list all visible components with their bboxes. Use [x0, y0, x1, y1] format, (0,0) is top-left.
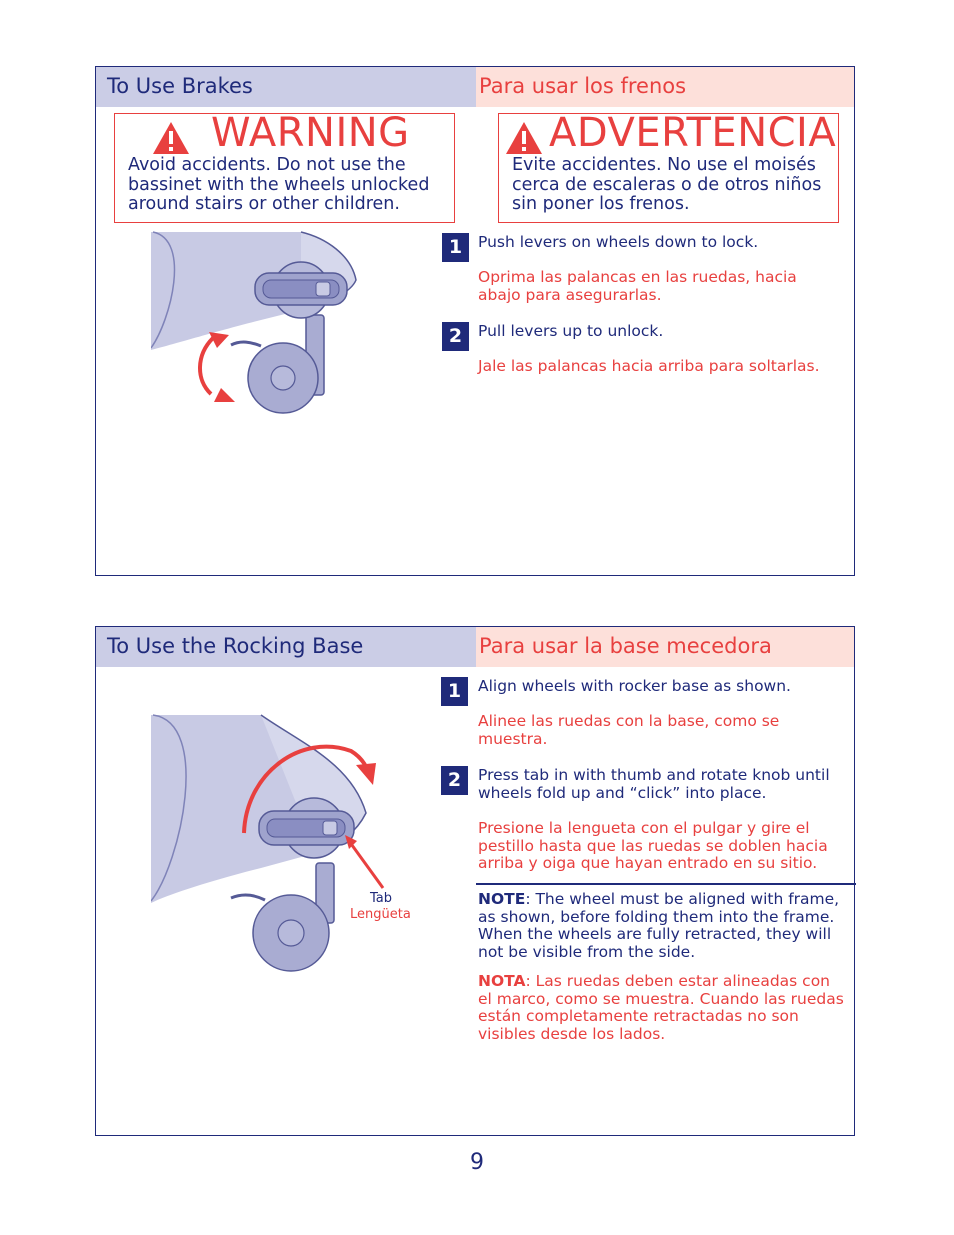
- step-number: 2: [441, 766, 468, 795]
- step-number: 1: [441, 677, 468, 706]
- rocking-base-illustration: [151, 713, 401, 983]
- note-en: [478, 891, 848, 961]
- warning-title: WARNING: [211, 110, 410, 156]
- page-number: 9: [470, 1150, 484, 1175]
- rocking-title-en: To Use the Rocking Base: [107, 634, 364, 658]
- warning-triangle-icon: [504, 120, 544, 156]
- step-number: 2: [442, 322, 469, 351]
- step-text-es: Jale las palancas hacia arriba para soltarlas.: [478, 357, 820, 375]
- warning-box-es: [498, 110, 839, 223]
- warning-box-en: [114, 110, 455, 223]
- step-text-en: Align wheels with rocker base as shown.: [478, 677, 791, 695]
- rocking-header-en: [96, 627, 476, 667]
- step-text-en: Press tab in with thumb and rotate knob until wheels fold up and “click” into place.: [478, 766, 830, 802]
- warning-triangle-icon: [151, 120, 191, 156]
- nota-label: NOTA: [478, 972, 526, 990]
- note-es: [478, 973, 848, 1043]
- brake-wheel-illustration: [151, 230, 381, 430]
- rocking-title-es: Para usar la base mecedora: [479, 634, 772, 658]
- step-text-en: Push levers on wheels down to lock.: [478, 233, 759, 251]
- brakes-header-en: [96, 67, 476, 107]
- step-number: 1: [442, 233, 469, 262]
- brakes-title-en: To Use Brakes: [107, 74, 253, 98]
- advertencia-text: Evite accidentes. No use el moisés cerca de escaleras o de otros niños sin poner los frenos.: [512, 155, 822, 214]
- tab-callout-es: Lengüeta: [350, 907, 411, 922]
- step-text-en: Pull levers up to unlock.: [478, 322, 664, 340]
- rocking-panel: [95, 626, 855, 1136]
- step-text-es: Presione la lengueta con el pulgar y gire el pestillo hasta que las ruedas se doblen hacia arriba y oiga que hayan entrado en su sitio.: [478, 819, 828, 872]
- brakes-panel: [95, 66, 855, 576]
- step-text-es: Oprima las palancas en las ruedas, hacia abajo para asegurarlas.: [478, 268, 797, 304]
- note-divider: [476, 883, 856, 885]
- rocking-header-es: [476, 627, 854, 667]
- nota-text: : Las ruedas deben estar alineadas con el marco, como se muestra. Cuando las ruedas están completamente retractadas no son visibles desde los lados.: [478, 972, 844, 1043]
- step-text-es: Alinee las ruedas con la base, como se muestra.: [478, 712, 780, 748]
- advertencia-title: ADVERTENCIA: [549, 110, 837, 156]
- note-text: : The wheel must be aligned with frame, as shown, before folding them into the frame. When the wheels are fully retracted, they will not be visible from the side.: [478, 890, 840, 961]
- tab-callout-en: Tab: [370, 891, 393, 906]
- warning-text: Avoid accidents. Do not use the bassinet with the wheels unlocked around stairs or other children.: [128, 155, 430, 214]
- brakes-title-es: Para usar los frenos: [479, 74, 687, 98]
- note-label: NOTE: [478, 890, 526, 908]
- brakes-header-es: [476, 67, 854, 107]
